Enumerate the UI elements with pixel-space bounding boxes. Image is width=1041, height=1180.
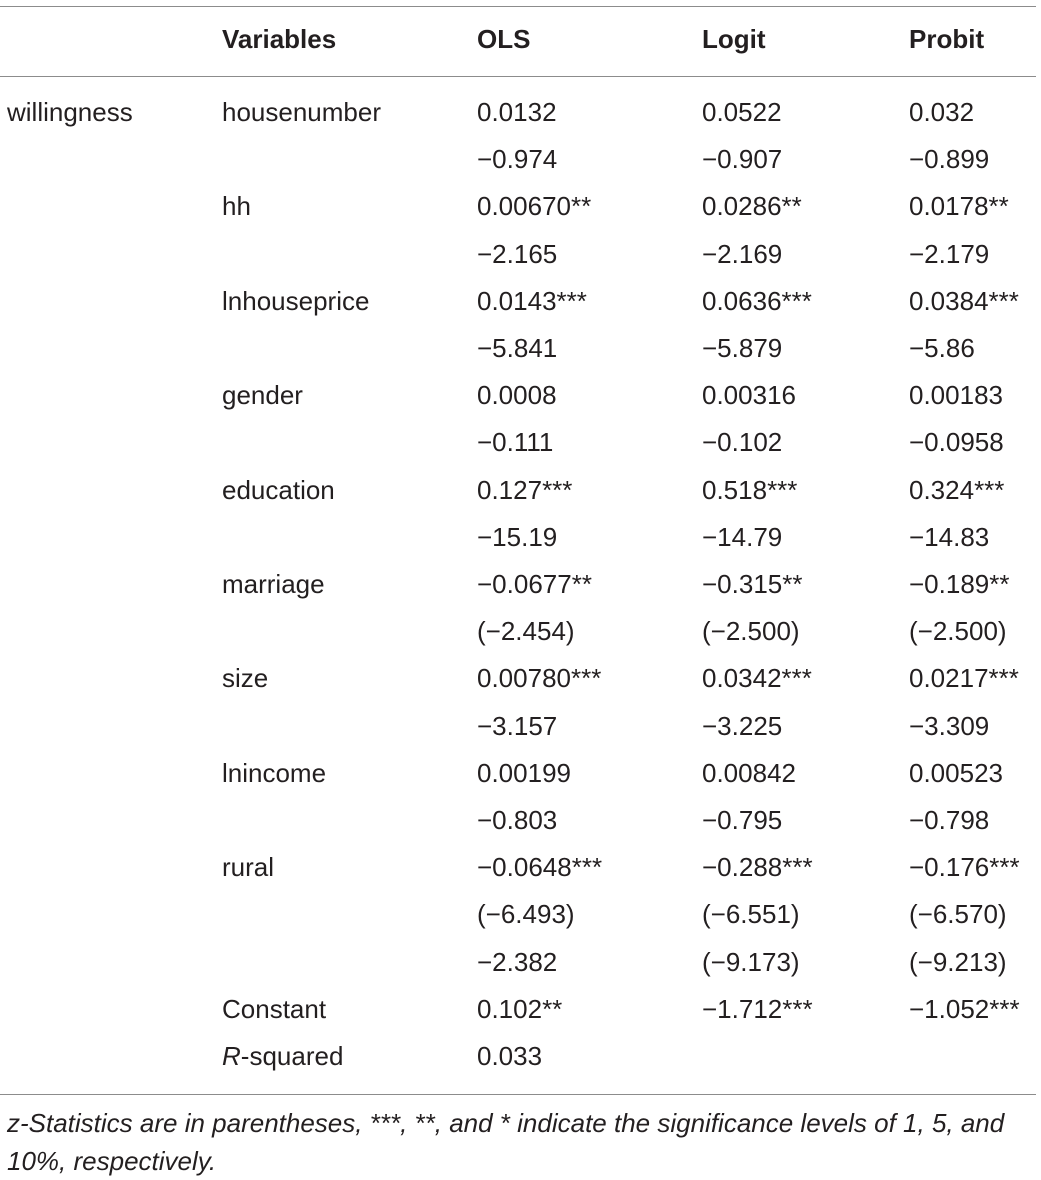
logit-value: 0.00316	[702, 380, 796, 410]
ols-value: 0.102**	[477, 994, 563, 1024]
ols-value: 0.127***	[477, 475, 573, 505]
logit-value: 0.0636***	[702, 286, 812, 316]
probit-value: −0.0958	[909, 427, 1004, 457]
ols-value: −0.974	[477, 144, 558, 174]
probit-value: 0.0178**	[909, 191, 1009, 221]
probit-value: 0.032	[909, 97, 975, 127]
probit-value: −3.309	[909, 711, 990, 741]
variable-name: hh	[222, 191, 251, 221]
variable-name: size	[222, 663, 269, 693]
probit-value: 0.0217***	[909, 663, 1019, 693]
table-footnote: z-Statistics are in parentheses, ***, **, and * indicate the significance levels of 1, 5, and 10%, respectively.	[7, 1108, 1005, 1176]
logit-value: 0.0286**	[702, 191, 802, 221]
ols-value: 0.00199	[477, 758, 571, 788]
logit-value: 0.0522	[702, 97, 782, 127]
header-rule	[0, 76, 1036, 77]
variable-name-rest: -squared	[240, 1041, 344, 1071]
probit-value: −1.052***	[909, 994, 1020, 1024]
probit-value: (−9.213)	[909, 947, 1007, 977]
ols-value: 0.00780***	[477, 663, 602, 693]
table-top-rule	[0, 6, 1036, 7]
probit-value: −0.176***	[909, 852, 1020, 882]
ols-value: −2.382	[477, 947, 558, 977]
logit-value: 0.518***	[702, 475, 798, 505]
logit-value: (−2.500)	[702, 616, 800, 646]
probit-value: −0.189**	[909, 569, 1010, 599]
logit-value: 0.0342***	[702, 663, 812, 693]
header-logit: Logit	[702, 24, 766, 54]
probit-value: 0.00523	[909, 758, 1003, 788]
ols-value: −0.111	[477, 427, 554, 457]
logit-value: 0.00842	[702, 758, 796, 788]
probit-value: −2.179	[909, 239, 990, 269]
logit-value: −14.79	[702, 522, 783, 552]
table-bottom-rule	[0, 1094, 1036, 1095]
logit-value: −3.225	[702, 711, 783, 741]
ols-value: 0.00670**	[477, 191, 592, 221]
variable-name: Constant	[222, 994, 327, 1024]
variable-name: marriage	[222, 569, 325, 599]
logit-value: (−9.173)	[702, 947, 800, 977]
ols-value: −0.0677**	[477, 569, 592, 599]
probit-value: −0.798	[909, 805, 990, 835]
variable-name-italic: R	[222, 1041, 241, 1071]
ols-value: −3.157	[477, 711, 558, 741]
ols-value: −0.803	[477, 805, 558, 835]
probit-value: −14.83	[909, 522, 990, 552]
probit-value: 0.00183	[909, 380, 1003, 410]
logit-value: −0.288***	[702, 852, 813, 882]
probit-value: −0.899	[909, 144, 990, 174]
ols-value: −5.841	[477, 333, 558, 363]
logit-value: −0.795	[702, 805, 783, 835]
logit-value: (−6.551)	[702, 899, 800, 929]
probit-value: −5.86	[909, 333, 975, 363]
ols-value: 0.0008	[477, 380, 557, 410]
probit-value: 0.324***	[909, 475, 1005, 505]
ols-value: 0.033	[477, 1041, 543, 1071]
ols-value: 0.0132	[477, 97, 557, 127]
ols-value: −0.0648***	[477, 852, 603, 882]
ols-value: −2.165	[477, 239, 558, 269]
logit-value: −0.102	[702, 427, 783, 457]
variable-name: gender	[222, 380, 303, 410]
logit-value: −0.315**	[702, 569, 803, 599]
probit-value: 0.0384***	[909, 286, 1019, 316]
ols-value: (−2.454)	[477, 616, 575, 646]
variable-name: lnincome	[222, 758, 327, 788]
probit-value: (−6.570)	[909, 899, 1007, 929]
ols-value: (−6.493)	[477, 899, 575, 929]
variable-name: education	[222, 475, 335, 505]
variable-name: rural	[222, 852, 275, 882]
header-probit: Probit	[909, 24, 985, 54]
header-variables: Variables	[222, 24, 337, 54]
variable-name: lnhouseprice	[222, 286, 370, 316]
logit-value: −0.907	[702, 144, 783, 174]
header-ols: OLS	[477, 24, 531, 54]
probit-value: (−2.500)	[909, 616, 1007, 646]
ols-value: 0.0143***	[477, 286, 587, 316]
ols-value: −15.19	[477, 522, 558, 552]
logit-value: −2.169	[702, 239, 783, 269]
logit-value: −1.712***	[702, 994, 813, 1024]
variable-name	[222, 1041, 343, 1071]
variable-name: housenumber	[222, 97, 381, 127]
group-label: willingness	[7, 97, 133, 127]
logit-value: −5.879	[702, 333, 783, 363]
